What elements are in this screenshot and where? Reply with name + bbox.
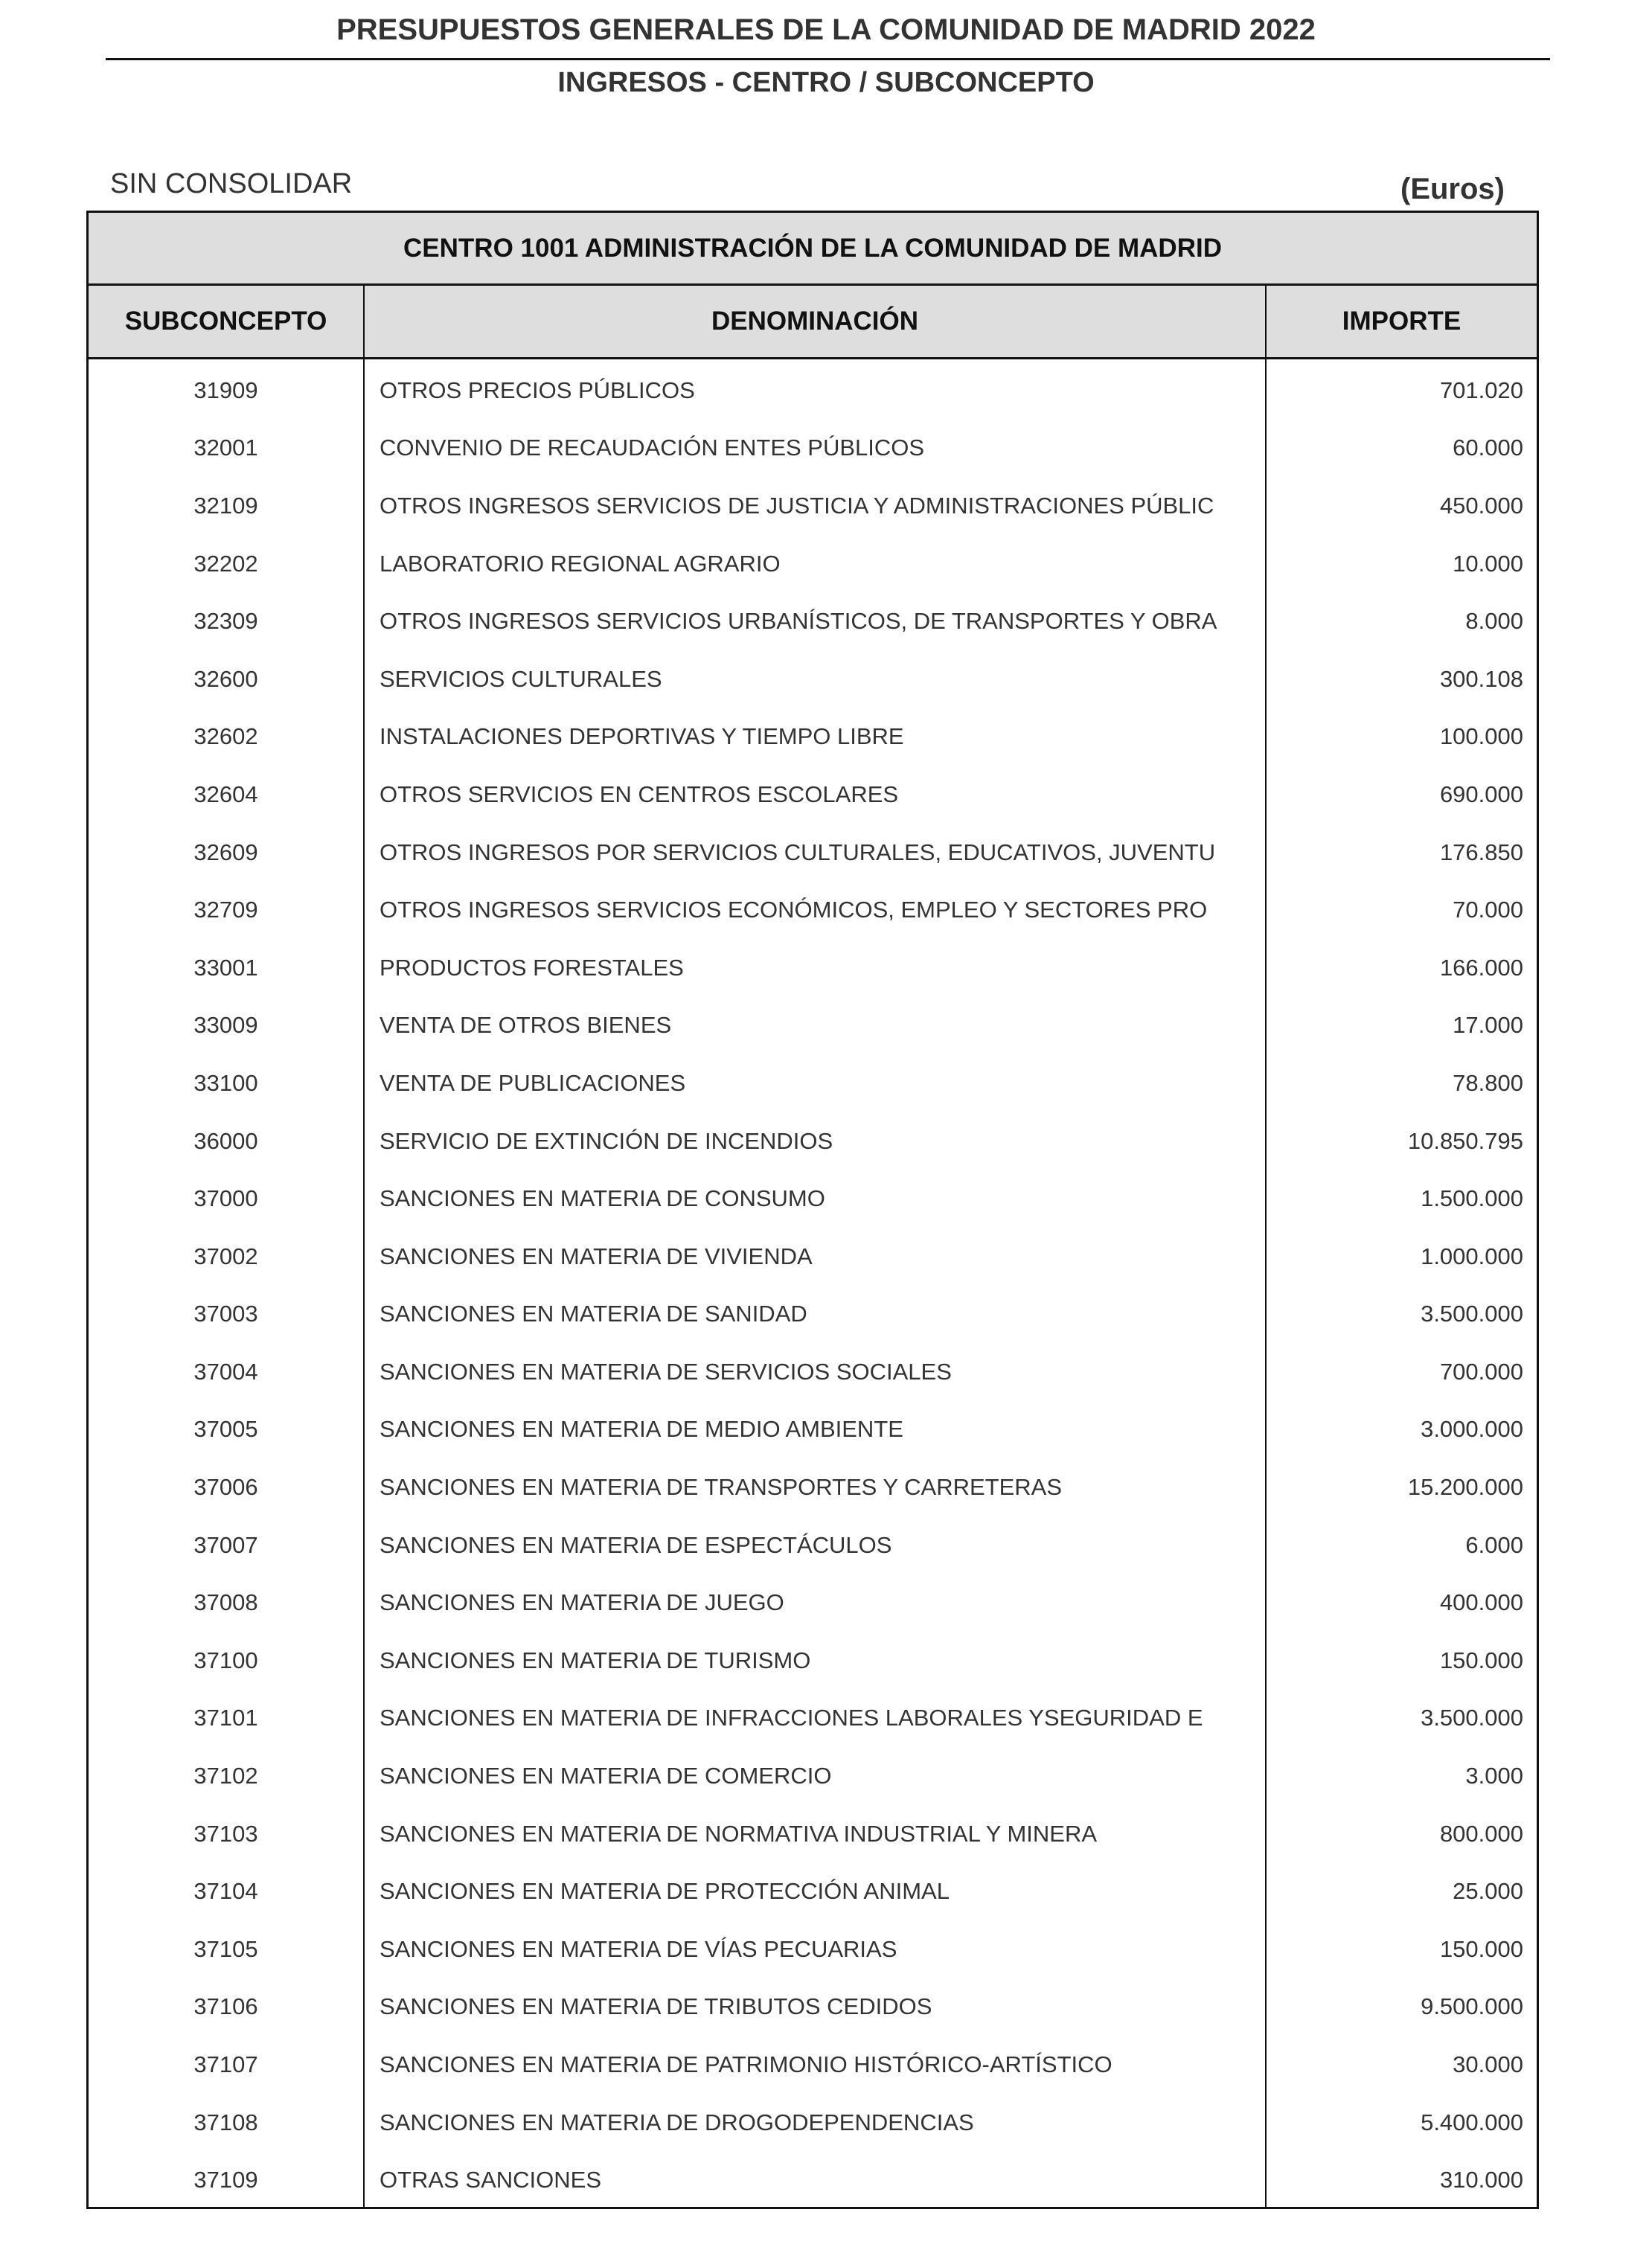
importe-cell: 30.000 (1453, 2051, 1523, 2078)
subconcepto-cell: 37007 (89, 1514, 365, 1572)
denominacion-cell: SANCIONES EN MATERIA DE VIVIENDA (365, 1225, 1267, 1283)
importe-cell: 701.020 (1439, 376, 1523, 403)
denominacion-cell: SANCIONES EN MATERIA DE DROGODEPENDENCIAS (365, 2092, 1267, 2150)
table-row (89, 1629, 1537, 1688)
table-row (89, 1456, 1537, 1514)
importe-cell: 1.000.000 (1421, 1243, 1523, 1269)
table-row (89, 1803, 1537, 1861)
subconcepto-cell: 32709 (89, 879, 365, 937)
table-row (89, 359, 1537, 417)
table-row (89, 417, 1537, 475)
subconcepto-cell: 36000 (89, 1110, 365, 1168)
subconcepto-cell: 37002 (89, 1225, 365, 1283)
subconcepto-cell: 32602 (89, 706, 365, 764)
subconcepto-cell: 33009 (89, 995, 365, 1053)
table-row (89, 821, 1537, 879)
subconcepto-cell: 37006 (89, 1456, 365, 1514)
denominacion-cell: SERVICIOS CULTURALES (365, 648, 1267, 706)
subconcepto-cell: 37104 (89, 1860, 365, 1918)
subconcepto-cell: 37101 (89, 1688, 365, 1746)
table-row (89, 533, 1537, 591)
importe-cell: 15.200.000 (1407, 1474, 1523, 1501)
denominacion-cell: SERVICIO DE EXTINCIÓN DE INCENDIOS (365, 1110, 1267, 1168)
denominacion-cell: SANCIONES EN MATERIA DE PROTECCIÓN ANIMAL (365, 1860, 1267, 1918)
subconcepto-cell: 37000 (89, 1167, 365, 1225)
subconcepto-cell: 37100 (89, 1629, 365, 1688)
subconcepto-cell: 37107 (89, 2034, 365, 2092)
importe-cell: 78.800 (1453, 1069, 1523, 1096)
importe-cell: 3.000 (1465, 1763, 1523, 1789)
importe-cell: 166.000 (1439, 954, 1523, 981)
denominacion-cell: OTROS PRECIOS PÚBLICOS (365, 359, 1267, 417)
subconcepto-cell: 37005 (89, 1399, 365, 1457)
importe-cell: 10.850.795 (1407, 1127, 1523, 1154)
denominacion-cell: SANCIONES EN MATERIA DE TRANSPORTES Y CARRETERAS (365, 1456, 1267, 1514)
denominacion-cell: SANCIONES EN MATERIA DE CONSUMO (365, 1167, 1267, 1225)
denominacion-cell: VENTA DE OTROS BIENES (365, 995, 1267, 1053)
importe-cell: 3.500.000 (1421, 1705, 1523, 1731)
denominacion-cell: SANCIONES EN MATERIA DE TURISMO (365, 1629, 1267, 1688)
denominacion-cell: OTROS INGRESOS POR SERVICIOS CULTURALES, EDUCATIVOS, JUVENTU (365, 821, 1267, 879)
denominacion-cell: LABORATORIO REGIONAL AGRARIO (365, 533, 1267, 591)
subconcepto-cell: 33001 (89, 937, 365, 995)
denominacion-cell: VENTA DE PUBLICACIONES (365, 1052, 1267, 1110)
importe-cell: 1.500.000 (1421, 1185, 1523, 1212)
table-row (89, 1283, 1537, 1342)
subconcepto-cell: 31909 (89, 359, 365, 417)
importe-cell: 70.000 (1453, 897, 1523, 923)
table-row (89, 1341, 1537, 1399)
importe-cell: 150.000 (1439, 1935, 1523, 1962)
denominacion-cell: SANCIONES EN MATERIA DE TRIBUTOS CEDIDOS (365, 1976, 1267, 2034)
title-divider (106, 58, 1550, 60)
importe-cell: 3.500.000 (1421, 1301, 1523, 1327)
table-row (89, 1167, 1537, 1225)
table-row (89, 1688, 1537, 1746)
table-row (89, 2092, 1537, 2150)
table-row (89, 590, 1537, 648)
importe-cell: 25.000 (1453, 1878, 1523, 1905)
table-row (89, 1860, 1537, 1918)
subconcepto-cell: 33100 (89, 1052, 365, 1110)
subconcepto-cell: 32202 (89, 533, 365, 591)
importe-cell: 100.000 (1439, 723, 1523, 750)
denominacion-cell: SANCIONES EN MATERIA DE ESPECTÁCULOS (365, 1514, 1267, 1572)
denominacion-cell: OTROS INGRESOS SERVICIOS ECONÓMICOS, EMPLEO Y SECTORES PRO (365, 879, 1267, 937)
denominacion-cell: SANCIONES EN MATERIA DE NORMATIVA INDUSTRIAL Y MINERA (365, 1803, 1267, 1861)
table-row (89, 1110, 1537, 1168)
table-body (89, 359, 1537, 2207)
column-header-importe: IMPORTE (1342, 307, 1461, 336)
subconcepto-cell: 32109 (89, 475, 365, 533)
importe-cell: 300.108 (1439, 665, 1523, 692)
subconcepto-cell: 37103 (89, 1803, 365, 1861)
importe-cell: 690.000 (1439, 781, 1523, 807)
table-row (89, 706, 1537, 764)
unit-label: (Euros) (1400, 173, 1505, 205)
importe-cell: 5.400.000 (1421, 2109, 1523, 2135)
denominacion-cell: SANCIONES EN MATERIA DE SANIDAD (365, 1283, 1267, 1342)
table-row (89, 1225, 1537, 1283)
denominacion-cell: SANCIONES EN MATERIA DE MEDIO AMBIENTE (365, 1399, 1267, 1457)
subconcepto-cell: 37102 (89, 1745, 365, 1803)
importe-cell: 10.000 (1453, 550, 1523, 577)
table-row (89, 879, 1537, 937)
importe-cell: 60.000 (1453, 435, 1523, 461)
subconcepto-cell: 37105 (89, 1918, 365, 1976)
subconcepto-cell: 32309 (89, 590, 365, 648)
column-header-subconcepto: SUBCONCEPTO (89, 286, 365, 357)
table-row (89, 1918, 1537, 1976)
column-headers (89, 286, 1537, 359)
table-row (89, 1399, 1537, 1457)
centro-header: CENTRO 1001 ADMINISTRACIÓN DE LA COMUNIDAD DE MADRID (89, 213, 1537, 286)
denominacion-cell: SANCIONES EN MATERIA DE INFRACCIONES LABORALES YSEGURIDAD E (365, 1688, 1267, 1746)
denominacion-cell: SANCIONES EN MATERIA DE COMERCIO (365, 1745, 1267, 1803)
document-title: PRESUPUESTOS GENERALES DE LA COMUNIDAD DE MADRID 2022 (336, 13, 1316, 46)
subconcepto-cell: 32609 (89, 821, 365, 879)
table-row (89, 995, 1537, 1053)
importe-cell: 8.000 (1465, 608, 1523, 635)
importe-cell: 450.000 (1439, 492, 1523, 519)
subconcepto-cell: 32600 (89, 648, 365, 706)
table-row (89, 1745, 1537, 1803)
denominacion-cell: OTROS SERVICIOS EN CENTROS ESCOLARES (365, 763, 1267, 821)
subconcepto-cell: 37108 (89, 2092, 365, 2150)
subconcepto-cell: 37008 (89, 1571, 365, 1629)
importe-cell: 9.500.000 (1421, 1993, 1523, 2020)
denominacion-cell: OTROS INGRESOS SERVICIOS URBANÍSTICOS, DE TRANSPORTES Y OBRA (365, 590, 1267, 648)
subconcepto-cell: 32604 (89, 763, 365, 821)
budget-table (86, 211, 1539, 2209)
importe-cell: 3.000.000 (1421, 1416, 1523, 1443)
denominacion-cell: SANCIONES EN MATERIA DE SERVICIOS SOCIALES (365, 1341, 1267, 1399)
importe-cell: 800.000 (1439, 1820, 1523, 1847)
table-row (89, 1976, 1537, 2034)
table-row (89, 937, 1537, 995)
importe-cell: 400.000 (1439, 1589, 1523, 1616)
scope-label: SIN CONSOLIDAR (110, 168, 353, 199)
importe-cell: 700.000 (1439, 1358, 1523, 1385)
table-row (89, 2149, 1537, 2207)
table-row (89, 1052, 1537, 1110)
subconcepto-cell: 37109 (89, 2149, 365, 2207)
importe-cell: 17.000 (1453, 1012, 1523, 1039)
denominacion-cell: INSTALACIONES DEPORTIVAS Y TIEMPO LIBRE (365, 706, 1267, 764)
denominacion-cell: OTROS INGRESOS SERVICIOS DE JUSTICIA Y ADMINISTRACIONES PÚBLIC (365, 475, 1267, 533)
document-subtitle: INGRESOS - CENTRO / SUBCONCEPTO (557, 67, 1095, 98)
importe-cell: 176.850 (1439, 839, 1523, 865)
importe-cell: 310.000 (1439, 2167, 1523, 2193)
subconcepto-cell: 37106 (89, 1976, 365, 2034)
subconcepto-cell: 32001 (89, 417, 365, 475)
table-row (89, 763, 1537, 821)
denominacion-cell: PRODUCTOS FORESTALES (365, 937, 1267, 995)
importe-cell: 150.000 (1439, 1647, 1523, 1673)
denominacion-cell: SANCIONES EN MATERIA DE VÍAS PECUARIAS (365, 1918, 1267, 1976)
table-row (89, 648, 1537, 706)
denominacion-cell: OTRAS SANCIONES (365, 2149, 1267, 2207)
table-row (89, 1571, 1537, 1629)
denominacion-cell: SANCIONES EN MATERIA DE PATRIMONIO HISTÓRICO-ARTÍSTICO (365, 2034, 1267, 2092)
table-row (89, 2034, 1537, 2092)
subconcepto-cell: 37003 (89, 1283, 365, 1342)
denominacion-cell: SANCIONES EN MATERIA DE JUEGO (365, 1571, 1267, 1629)
column-header-denominacion: DENOMINACIÓN (365, 286, 1267, 357)
denominacion-cell: CONVENIO DE RECAUDACIÓN ENTES PÚBLICOS (365, 417, 1267, 475)
table-row (89, 1514, 1537, 1572)
subconcepto-cell: 37004 (89, 1341, 365, 1399)
table-row (89, 475, 1537, 533)
importe-cell: 6.000 (1465, 1531, 1523, 1558)
